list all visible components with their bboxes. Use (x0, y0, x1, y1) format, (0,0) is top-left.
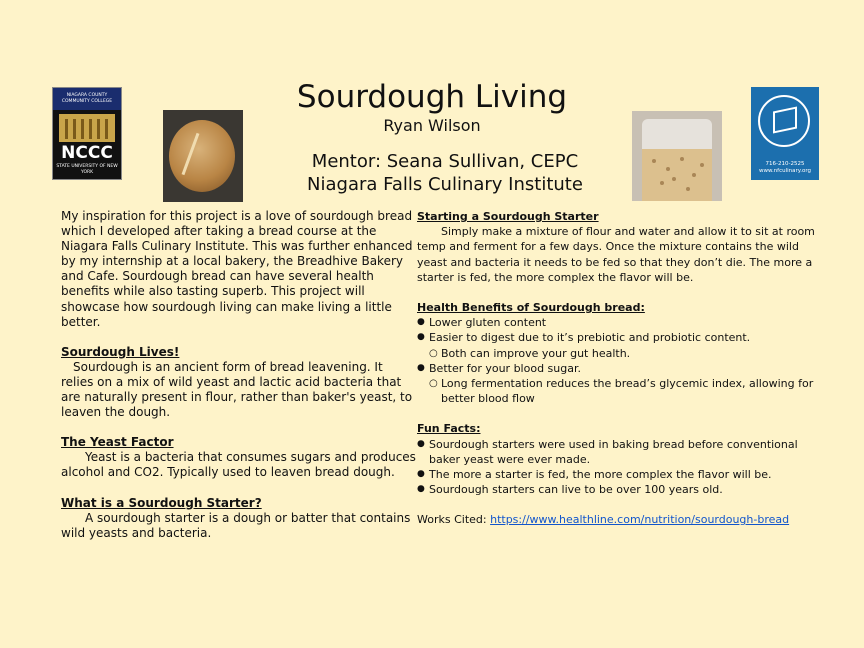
sourdough-lives-text: Sourdough is an ancient form of bread leavening. It relies on a mix of wild yeast and lactic acid bacteria that are naturally present in flour, rather than baker's yeast, to leaven the dough. (61, 359, 413, 420)
starter-text: A sourdough starter is a dough or batter that contains wild yeasts and bacteria. (61, 510, 411, 540)
left-column (61, 209, 416, 541)
list-item: ● Sourdough starters can live to be over 100 years old. (417, 482, 817, 497)
sourdough-lives-heading: Sourdough Lives! (61, 344, 180, 359)
health-benefits-list (417, 315, 817, 406)
nccc-logo-name: NCCC (61, 143, 113, 163)
institute-line: Niagara Falls Culinary Institute (307, 174, 583, 195)
nfci-url: www.nfculinary.org (758, 168, 812, 174)
list-item: ● Sourdough starters were used in baking bread before conventional baker yeast were ever made. (417, 437, 817, 467)
list-item: ○ Long fermentation reduces the bread’s glycemic index, allowing for better blood flow (417, 376, 817, 406)
nccc-logo-top-text: NIAGARA COUNTY COMMUNITY COLLEGE (53, 88, 121, 110)
list-item: ● Easier to digest due to it’s prebiotic and probiotic content. (417, 330, 817, 345)
health-benefits-heading: Health Benefits of Sourdough bread: (417, 301, 645, 315)
author-name: Ryan Wilson (383, 116, 481, 135)
list-item: ● Better for your blood sugar. (417, 361, 817, 376)
list-item: ● The more a starter is fed, the more complex the flavor will be. (417, 467, 817, 482)
mentor-line: Mentor: Seana Sullivan, CEPC (311, 151, 579, 172)
yeast-factor-heading: The Yeast Factor (61, 435, 174, 450)
nccc-logo-subtext: STATE UNIVERSITY OF NEW YORK (56, 164, 118, 175)
fun-facts-heading: Fun Facts: (417, 422, 481, 436)
works-cited (417, 512, 817, 527)
starting-starter-heading: Starting a Sourdough Starter (417, 210, 599, 223)
fun-facts-list (417, 437, 817, 498)
list-item: ● Lower gluten content (417, 315, 817, 330)
intro-paragraph: My inspiration for this project is a love of sourdough bread which I developed after taking a bread course at the Niagara Falls Culinary Institute. This was further enhanced by my internship at a local bakery, the Breadhive Bakery and Cafe. Sourdough bread can have several health benefits while also tasting superb. This project will showcase how sourdough living can make living a little better. (61, 209, 413, 329)
page-title: Sourdough Living (296, 79, 568, 115)
starter-heading: What is a Sourdough Starter? (61, 495, 262, 510)
starter-jar-photo (632, 111, 722, 201)
nfci-phone: 716-210-2525 (765, 161, 805, 167)
list-item: ○ Both can improve your gut health. (417, 346, 817, 361)
works-cited-link[interactable]: https://www.healthline.com/nutrition/sourdough-bread (490, 513, 790, 527)
yeast-factor-text: Yeast is a bacteria that consumes sugars and produces alcohol and CO2. Typically used to leaven bread dough. (61, 450, 416, 480)
nfci-logo (751, 87, 819, 180)
right-column (417, 209, 817, 528)
starting-starter-text: Simply make a mixture of flour and water and allow it to sit at room temp and ferment for a few days. Once the mixture contains the wild yeast and bacteria it needs to be fed so that they don’t die. The more a starter is fed, the more complex the flavor will be. (417, 225, 815, 284)
works-cited-label: Works Cited: (417, 513, 491, 527)
